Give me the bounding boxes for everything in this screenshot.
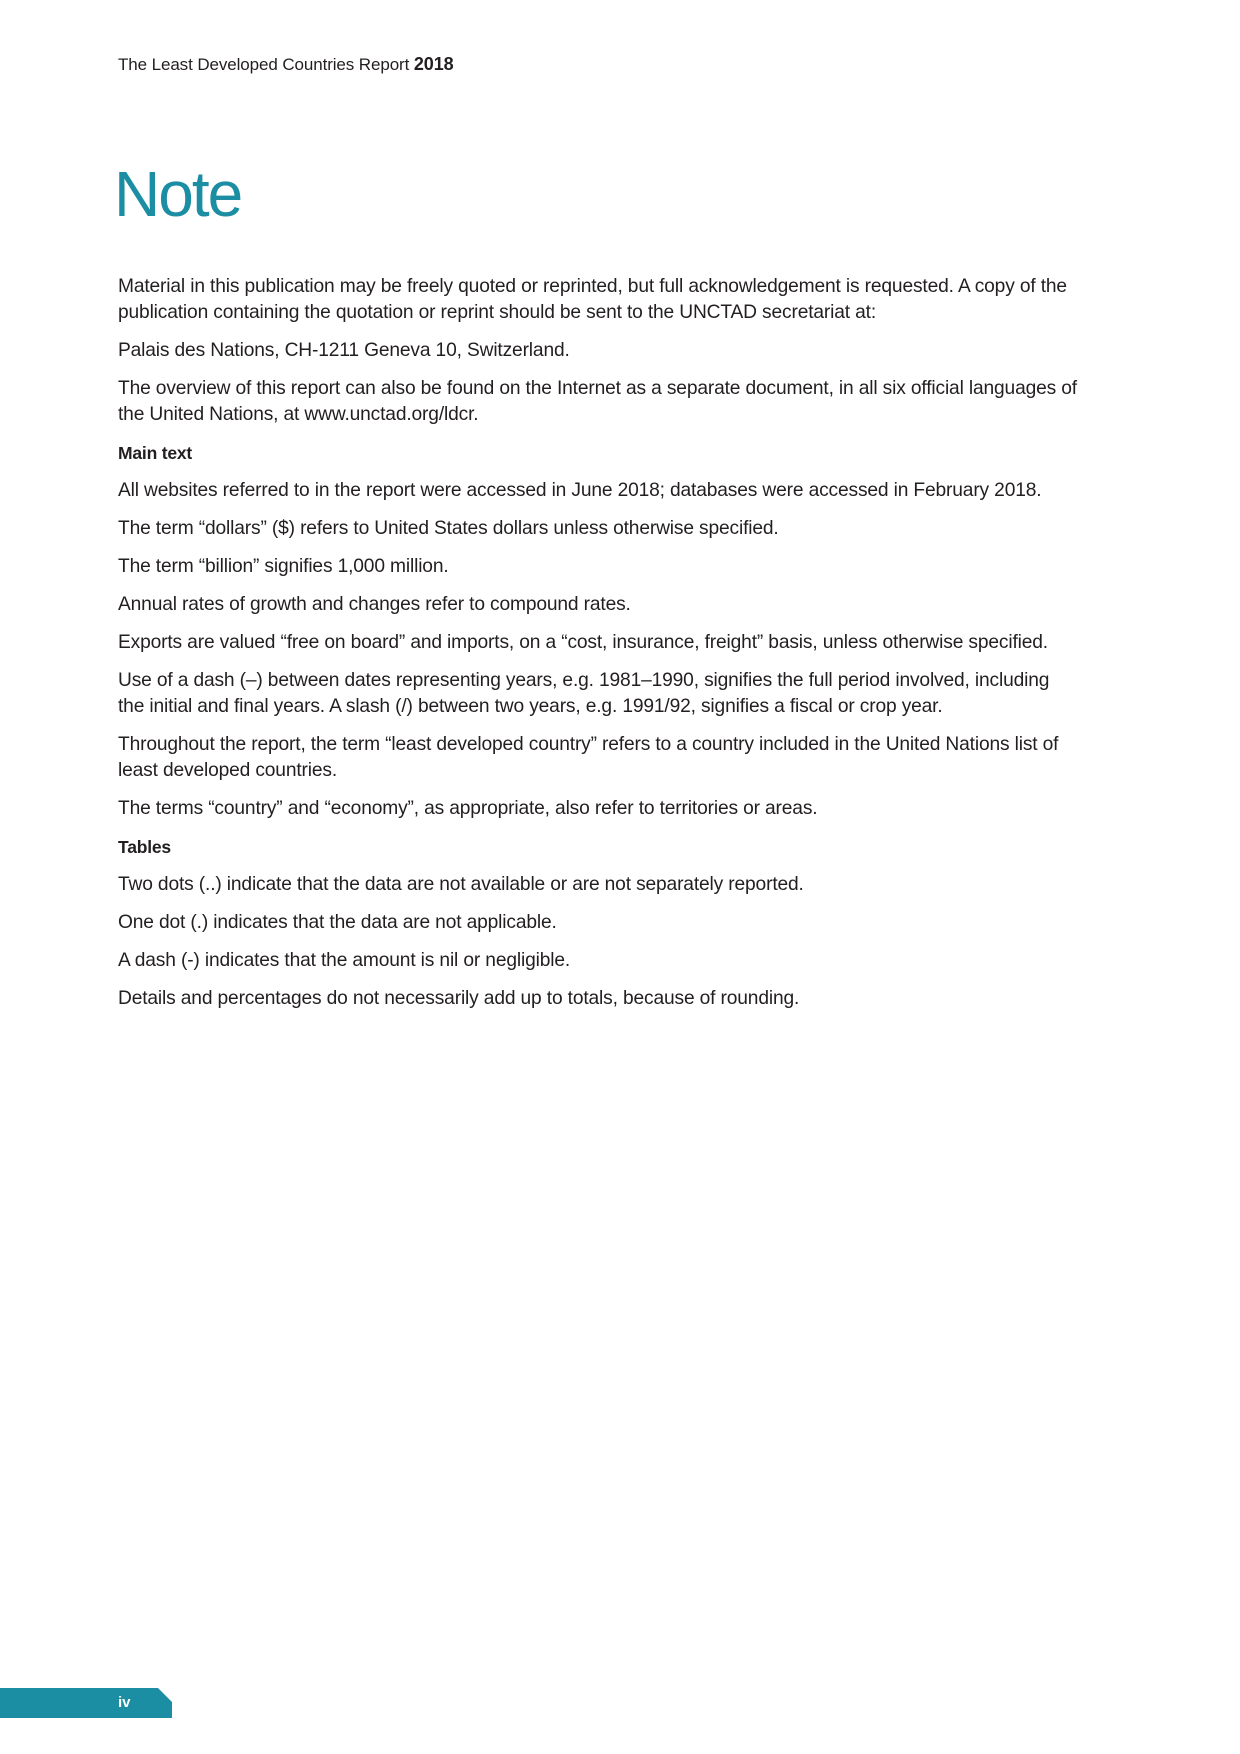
intro-paragraph: The overview of this report can also be found on the Internet as a separate document, in all six official languages of the United Nations, at www.unctad.org/ldcr. — [118, 378, 1077, 425]
main-text-paragraph: All websites referred to in the report were accessed in June 2018; databases were accessed in February 2018. — [118, 480, 1042, 501]
tables-paragraph: A dash (-) indicates that the amount is nil or negligible. — [118, 950, 571, 971]
main-text-paragraph: Use of a dash (–) between dates representing years, e.g. 1981–1990, signifies the full period involved, including the initial and final years. A slash (/) between two years, e.g. 1991/92, signifies a fiscal or crop year. — [118, 670, 1050, 717]
main-text-paragraph: Throughout the report, the term “least developed country” refers to a country included in the United Nations list of least developed countries. — [118, 734, 1059, 781]
page-number-tab — [0, 1688, 172, 1718]
main-text-paragraph: The terms “country” and “economy”, as appropriate, also refer to territories or areas. — [118, 798, 818, 819]
intro-paragraph: Palais des Nations, CH-1211 Geneva 10, Switzerland. — [118, 340, 570, 361]
tables-paragraph: Two dots (..) indicate that the data are not available or are not separately reported. — [118, 874, 804, 895]
report-title: The Least Developed Countries Report — [118, 55, 410, 74]
tables-heading: Tables — [118, 837, 171, 857]
note-content — [118, 274, 1078, 1024]
tables-paragraph: Details and percentages do not necessarily add up to totals, because of rounding. — [118, 988, 800, 1009]
main-text-paragraph: The term “billion” signifies 1,000 million. — [118, 556, 449, 577]
intro-paragraph: Material in this publication may be freely quoted or reprinted, but full acknowledgement is requested. A copy of the publication containing the quotation or reprint should be sent to the UNCTAD secretariat at: — [118, 276, 1067, 323]
report-year: 2018 — [413, 54, 454, 74]
main-text-paragraph: Annual rates of growth and changes refer to compound rates. — [118, 594, 631, 615]
main-text-paragraph: Exports are valued “free on board” and imports, on a “cost, insurance, freight” basis, unless otherwise specified. — [118, 632, 1048, 653]
page-number: iv — [118, 1694, 131, 1711]
tables-paragraph: One dot (.) indicates that the data are not applicable. — [118, 912, 557, 933]
main-text-paragraph: The term “dollars” ($) refers to United States dollars unless otherwise specified. — [118, 518, 779, 539]
main-text-heading: Main text — [118, 443, 193, 463]
page-title: Note — [114, 158, 242, 230]
running-header — [118, 54, 454, 75]
